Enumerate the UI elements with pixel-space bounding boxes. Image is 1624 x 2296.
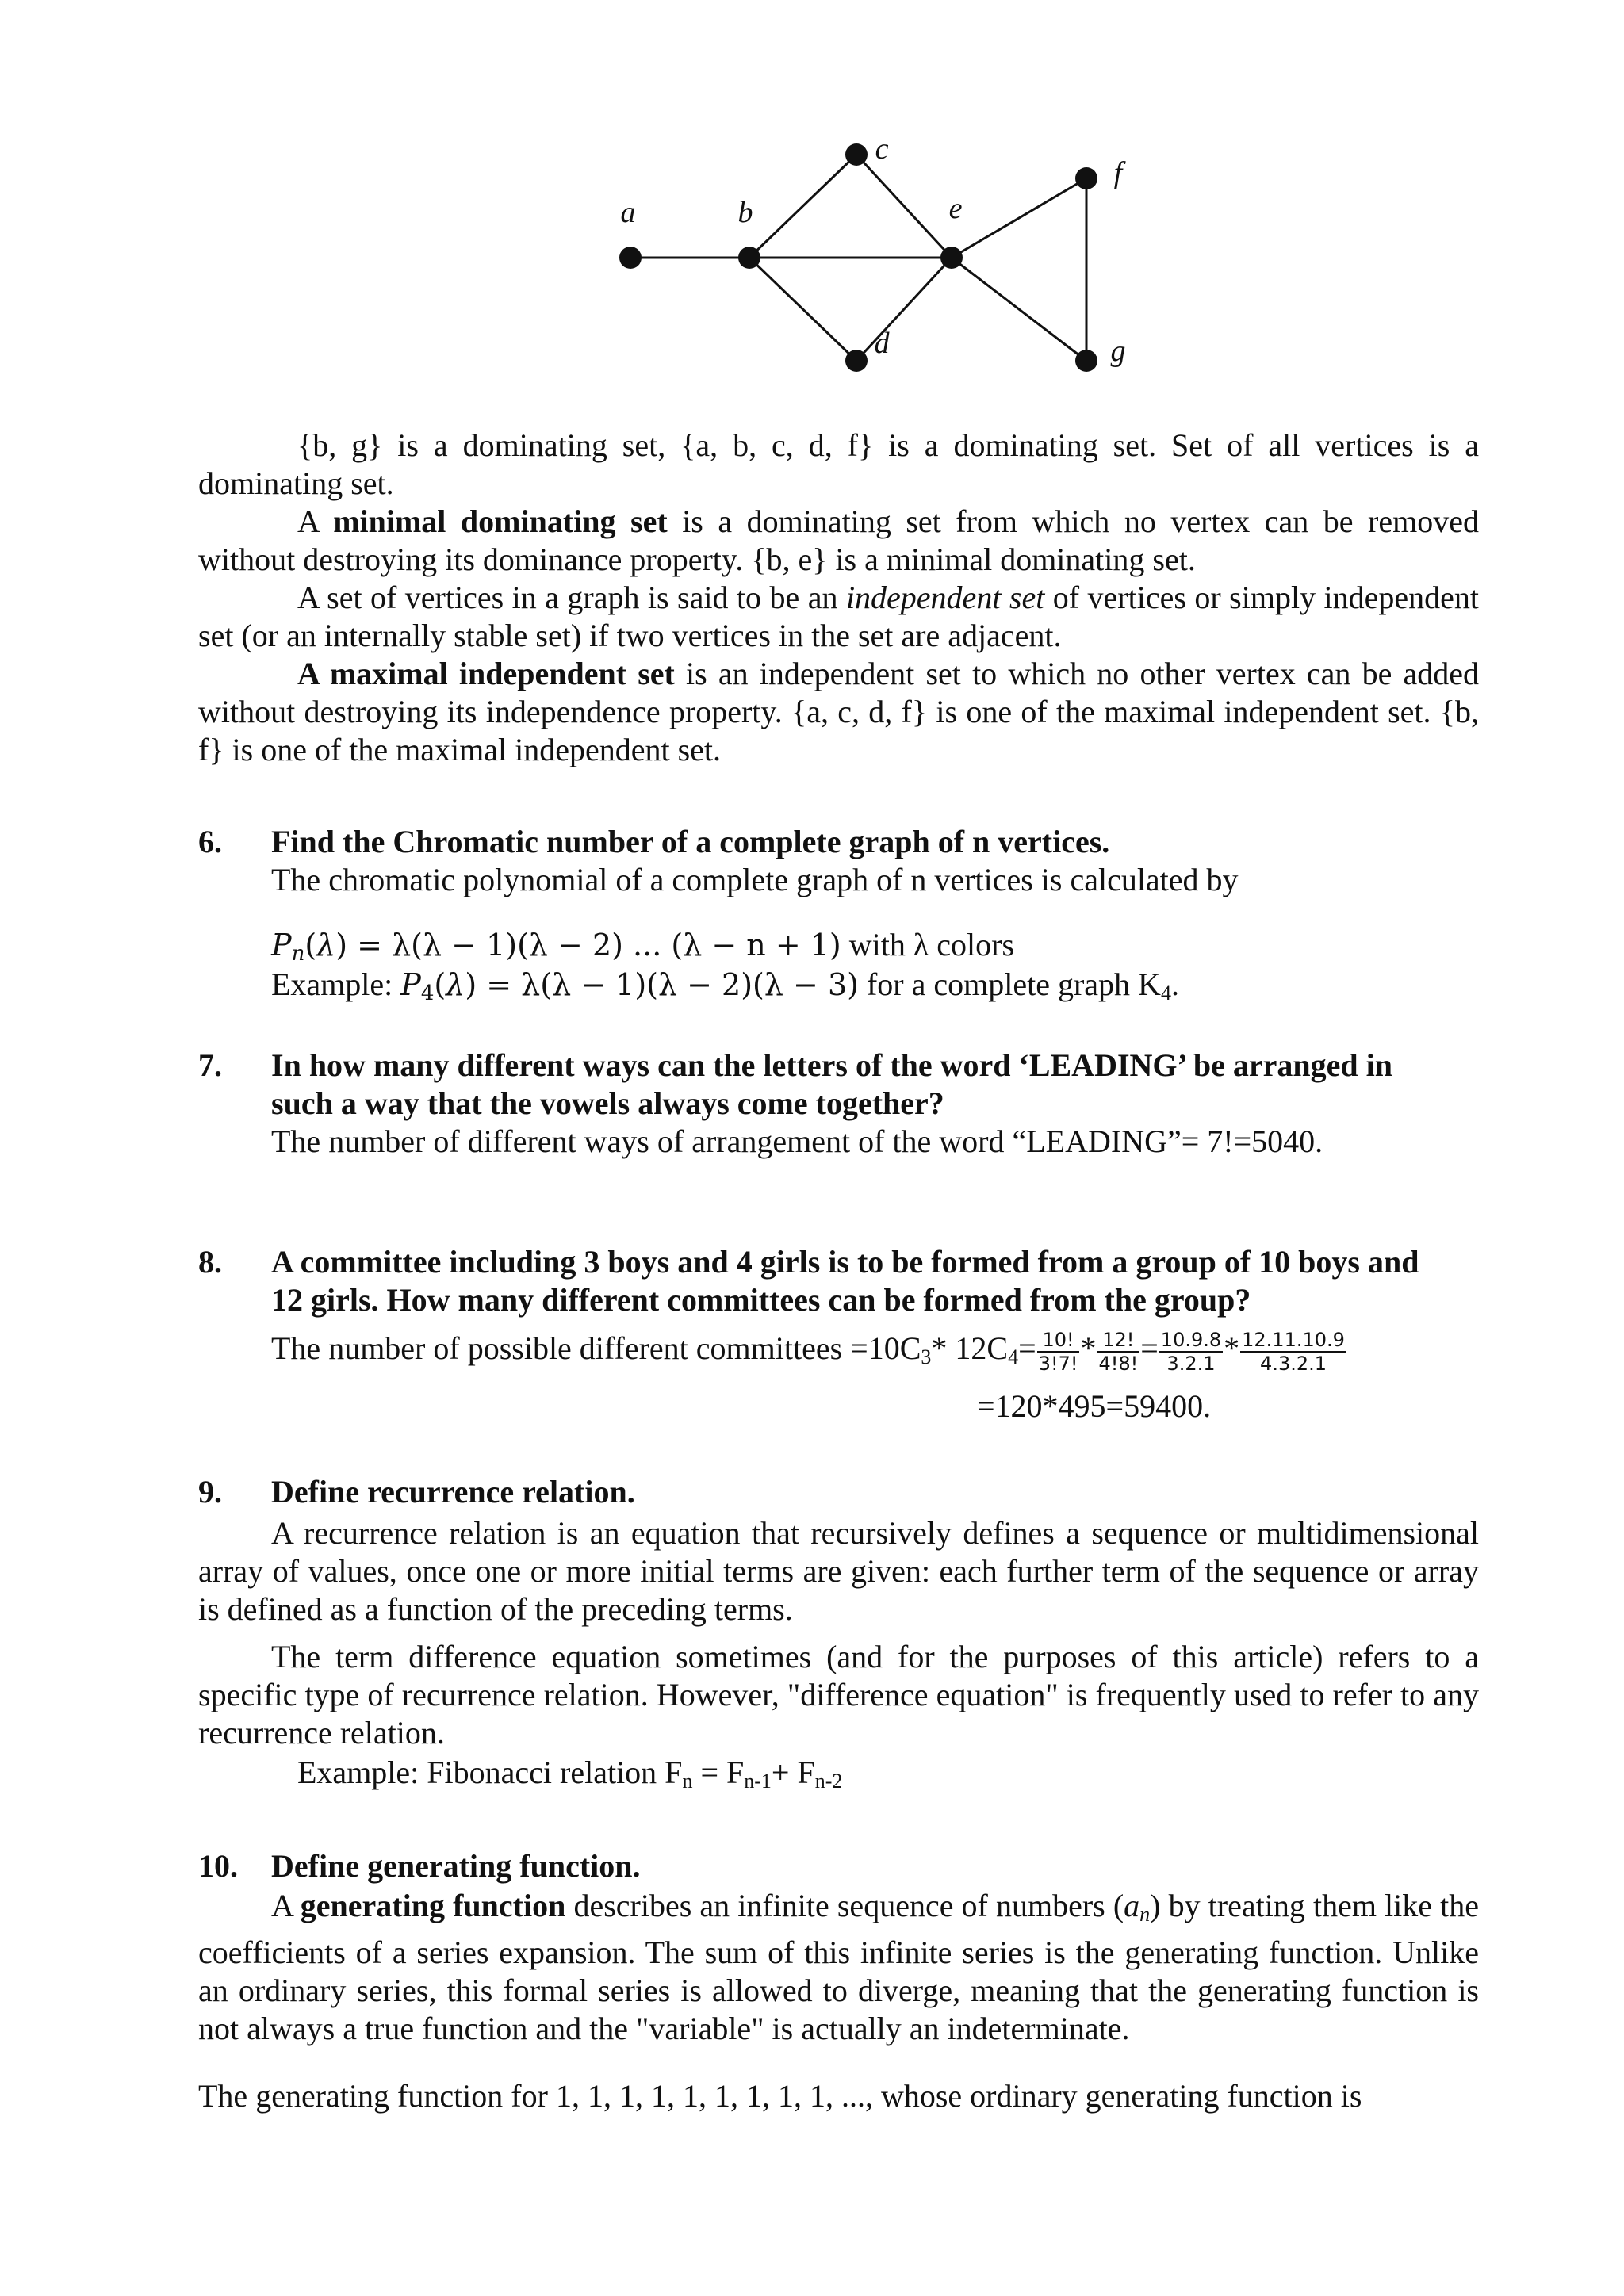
fraction-10-choose-3: $\frac{10!}{3!7!}$	[1038, 1329, 1078, 1375]
question-7-answer: The number of different ways of arrangement of the word “LEADING”= 7!=5040.	[271, 1123, 1323, 1159]
vertex-g	[1075, 350, 1097, 372]
fraction-12-choose-4: $\frac{12!}{4!8!}$	[1098, 1329, 1139, 1375]
edge-e-g	[952, 258, 1086, 361]
question-7-title-line1: In how many different ways can the letters of the word ‘LEADING’ be arranged in	[271, 1047, 1392, 1083]
vertex-b	[738, 247, 760, 269]
question-8-result: =120*495=59400.	[977, 1388, 1212, 1424]
fraction-10-9-8: $\frac{10.9.8}{3.2.1}$	[1160, 1329, 1222, 1375]
vertex-label-d: d	[874, 327, 890, 360]
vertex-label-a: a	[620, 196, 636, 229]
paragraph-independent-set: A set of vertices in a graph is said to be an independent set of vertices or simply independent set (or an internally stable set) if two vertices in the set are adjacent.	[198, 580, 1480, 653]
vertex-e	[940, 247, 963, 269]
vertex-d	[845, 350, 868, 372]
paragraph-minimal-dominating-set: A minimal dominating set is a dominating set from which no vertex can be removed without destroying its dominance property. {b, e} is a minimal dominating set.	[198, 503, 1479, 577]
fraction-12-11-10-9: $\frac{12.11.10.9}{4.3.2.1}$	[1242, 1329, 1345, 1375]
vertex-c	[845, 144, 868, 166]
question-7-number: 7.	[198, 1047, 222, 1083]
question-8-title-line1: A committee including 3 boys and 4 girls is to be formed from a group of 10 boys and	[271, 1244, 1419, 1280]
vertex-label-g: g	[1110, 335, 1126, 368]
edge-b-d	[749, 258, 856, 361]
question-7-title-line2: such a way that the vowels always come together?	[271, 1085, 944, 1121]
question-6-line: The chromatic polynomial of a complete graph of n vertices is calculated by	[271, 862, 1239, 897]
question-9-number: 9.	[198, 1474, 222, 1510]
vertex-f	[1075, 167, 1097, 189]
question-8-number: 8.	[198, 1244, 222, 1280]
question-10-paragraph-1: A generating function describes an infinite sequence of numbers $(a_n)$ by treating them like the coefficients of a series expansion. The sum of this infinite series is the generating function. Unlike an ordinary series, this formal series is allowed to diverge, meaning that the generating function is not always a true function and the "variable" is actually an indeterminate.	[198, 1888, 1479, 2046]
chromatic-polynomial-formula: $P_n(\lambda) = \lambda(\lambda - 1)(\lambda - 2)$ ... (λ − n + 1) with λ colors	[271, 927, 1015, 966]
question-9-title: Define recurrence relation.	[271, 1474, 635, 1510]
question-8-title-line2: 12 girls. How many different committees can be formed from the group?	[271, 1282, 1251, 1318]
question-6-number: 6.	[198, 824, 222, 859]
vertex-label-f: f	[1113, 156, 1123, 189]
question-10-paragraph-2: The generating function for 1, 1, 1, 1, 1, 1, 1, 1, 1, ..., whose ordinary generating function is	[198, 2078, 1362, 2114]
edge-d-e	[856, 258, 952, 361]
graph-diagram	[587, 127, 1158, 388]
chromatic-polynomial-example: Example: $P_4(\lambda) = \lambda(\lambda - 1)(\lambda - 2)(\lambda - 3)$ for a complete graph $K_4$.	[271, 966, 1179, 1005]
vertex-label-b: b	[737, 196, 753, 229]
edge-c-e	[856, 155, 952, 258]
question-10-number: 10.	[198, 1848, 238, 1884]
question-8-answer: The number of possible different committees $=10C_3*$ $12C_4=$ $\frac{10!}{3!7!}$ * $\frac{12!}{4!8!}$ = $\frac{10.9.8}{3.2.1}$ * $\frac{12.11.10.9}{4.3.2.1}$	[271, 1329, 1345, 1375]
vertex-a	[619, 247, 642, 269]
vertex-label-e: e	[948, 192, 963, 225]
term-minimal-dominating-set: minimal dominating set	[333, 503, 668, 539]
edge-b-c	[749, 155, 856, 258]
question-10-title: Define generating function.	[271, 1848, 641, 1884]
vertex-label-c: c	[875, 132, 889, 166]
term-independent-set: independent set	[845, 580, 1045, 615]
question-6-title: Find the Chromatic number of a complete graph of n vertices.	[271, 824, 1110, 859]
term-maximal-independent-set: A maximal independent set	[297, 656, 675, 691]
paragraph-maximal-independent-set: A maximal independent set is an independent set to which no other vertex can be added without destroying its independence property. {a, c, d, f} is one of the maximal independent set. {b, f} is one of the maximal independent set.	[198, 656, 1480, 767]
question-9-paragraph-1: A recurrence relation is an equation that recursively defines a sequence or multidimensional array of values, once one or more initial terms are given: each further term of the sequence or array is defined as a function of the preceding terms.	[198, 1515, 1479, 1627]
question-9-paragraph-2: The term difference equation sometimes (and for the purposes of this article) refers to a specific type of recurrence relation. However, "difference equation" is frequently used to refer to any recurrence relation.	[198, 1639, 1479, 1751]
paragraph-dominating-set: {b, g} is a dominating set, {a, b, c, d, f} is a dominating set. Set of all vertices is a dominating set.	[198, 427, 1479, 501]
term-generating-function: generating function	[300, 1888, 566, 1923]
fibonacci-example: Example: Fibonacci relation $F_n = F_{n-1}+ F_{n-2}$	[297, 1755, 843, 1793]
edge-e-f	[952, 178, 1086, 258]
